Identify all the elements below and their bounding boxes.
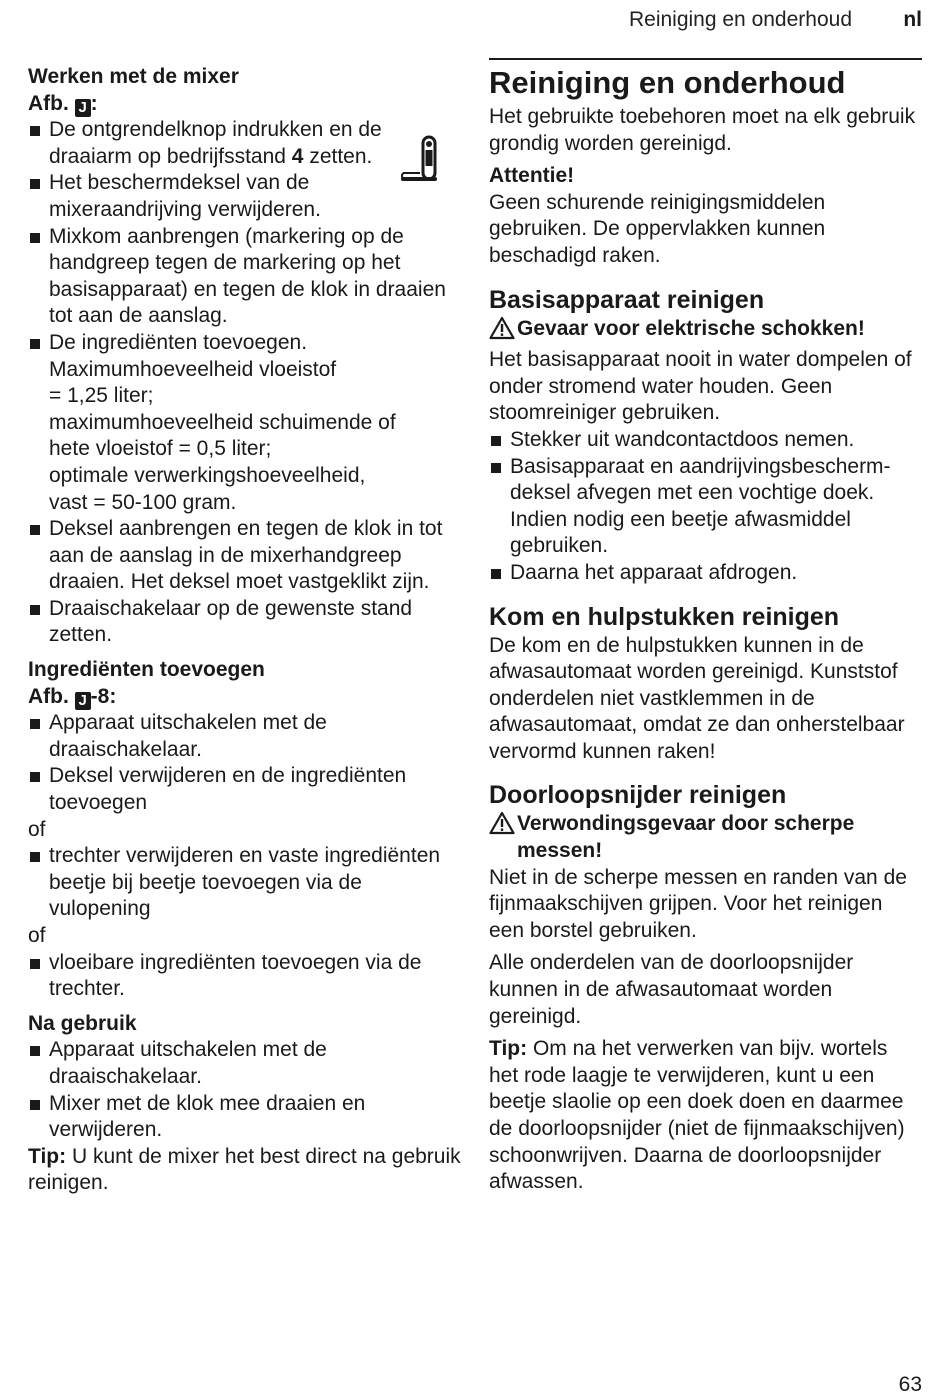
header-section-title: Reiniging en onderhoud: [628, 8, 852, 31]
ingredients-list-alt2: [28, 950, 468, 1003]
heading-clean-slicer: Doorloopsnijder reinigen: [489, 781, 787, 810]
list-item: trechter verwijderen en vaste ingrediënten beetje bij beetje toevoegen via de vulopening: [28, 843, 468, 923]
ingredients-list: [28, 710, 468, 816]
tip-paragraph: Tip: U kunt de mixer het best direct na gebruik reinigen.: [28, 1144, 461, 1195]
warning-triangle-icon: [489, 316, 517, 348]
left-column: [28, 64, 468, 1197]
base-unit-text: Het basisapparaat nooit in water dompelen of onder stromend water houden. Geen stoomreiniger gebruiken.: [489, 348, 912, 425]
slicer-text-1: Niet in de scherpe messen en randen van de fijnmaakschijven grijpen. Voor het reinigen een borstel gebruiken.: [489, 865, 907, 942]
page-header: [0, 6, 922, 34]
bowl-text: De kom en de hulpstukken kunnen in de afwasautomaat worden gereinigd. Kunststof onderdelen niet vastklemmen in de afwasautomaat, omdat ze dan onherstelbaar vervormd kunnen raken!: [489, 633, 905, 763]
list-item: Daarna het apparaat afdrogen.: [489, 560, 922, 587]
list-item: Deksel aanbrengen en tegen de klok in tot aan de aanslag in de mixerhandgreep draaien. Het deksel moet vastgeklikt zijn.: [28, 516, 468, 596]
intro-paragraph: Het gebruikte toebehoren moet na elk gebruik grondig worden gereinigd.: [489, 105, 916, 155]
figure-reference: Afb. J :: [28, 91, 98, 116]
list-item: Het beschermdeksel van de mixeraandrijving verwijderen.: [28, 170, 468, 223]
list-item: Apparaat uitschakelen met de draaischakelaar.: [28, 1037, 468, 1090]
header-language-code: nl: [903, 8, 922, 31]
mixer-arm-position-icon: [400, 133, 442, 185]
list-item: Mixkom aanbrengen (markering op de handgreep tegen de markering op het basisapparaat) en tegen de klok in draaien tot aan de aanslag.: [28, 224, 468, 330]
section-heading-working-with-mixer: Werken met de mixer: [28, 65, 239, 88]
figure-key-badge: J: [75, 692, 91, 710]
list-item: Draaischakelaar op de gewenste stand zetten.: [28, 596, 468, 649]
base-unit-list: [489, 427, 922, 587]
section-heading-after-use: Na gebruik: [28, 1011, 137, 1035]
warning-triangle-icon: [489, 811, 517, 864]
warning-sharp-blades: Verwondingsgevaar door scherpe messen!: [489, 811, 922, 864]
list-item: De ingrediënten toevoegen. Maximumhoeveelheid vloeistof = 1,25 liter; maximumhoeveelheid schuimende of hete vloeistof = 0,5 liter; optimale verwerkingshoeveelheid, vast = 50-100 gram.: [28, 330, 468, 516]
list-item: vloeibare ingrediënten toevoegen via de trechter.: [28, 950, 468, 1003]
slicer-tip: Tip: Om na het verwerken van bijv. wortels het rode laagje te verwijderen, kunt u een beetje slaolie op een doek doen en daarmee de doorloopsnijder (niet de fijnmaakschijven) schoonwrijven. Daarna de doorloopsnijder afwassen.: [489, 1037, 905, 1194]
or-text: of: [28, 924, 46, 947]
list-item: Basisapparaat en aandrijvingsbescherm-deksel afvegen met een vochtige doek. Indien nodig een beetje afwasmiddel gebruiken.: [489, 454, 922, 560]
title-rule: [489, 58, 922, 60]
list-item: Mixer met de klok mee draaien en verwijderen.: [28, 1091, 468, 1144]
figure-reference: Afb. J -8:: [28, 684, 117, 709]
ingredients-list-alt: [28, 843, 468, 923]
or-text: of: [28, 817, 46, 841]
section-heading-adding-ingredients: Ingrediënten toevoegen: [28, 658, 265, 682]
attention-text: Geen schurende reinigingsmiddelen gebruiken. De oppervlakken kunnen beschadigd raken.: [489, 190, 826, 267]
page-title: Reiniging en onderhoud: [489, 65, 846, 100]
list-item: Stekker uit wandcontactdoos nemen.: [489, 427, 922, 454]
mixer-steps-list: [28, 117, 468, 649]
page-number: 63: [898, 1373, 922, 1396]
list-item: De ontgrendelknop indrukken en de draaiarm op bedrijfsstand 4 zetten.: [28, 117, 468, 170]
attention-label: Attentie!: [489, 164, 575, 188]
warning-electric-shock: Gevaar voor elektrische schokken!: [489, 316, 922, 348]
heading-clean-base-unit: Basisapparaat reinigen: [489, 285, 765, 314]
heading-clean-bowl-attachments: Kom en hulpstukken reinigen: [489, 602, 840, 631]
list-item: Apparaat uitschakelen met de draaischakelaar.: [28, 710, 468, 763]
after-use-list: [28, 1037, 468, 1143]
right-column: [489, 58, 922, 1196]
list-item: Deksel verwijderen en de ingrediënten toevoegen: [28, 763, 468, 816]
figure-key-badge: J: [75, 99, 91, 117]
slicer-text-2: Alle onderdelen van de doorloopsnijder kunnen in de afwasautomaat worden gereinigd.: [489, 951, 854, 1028]
